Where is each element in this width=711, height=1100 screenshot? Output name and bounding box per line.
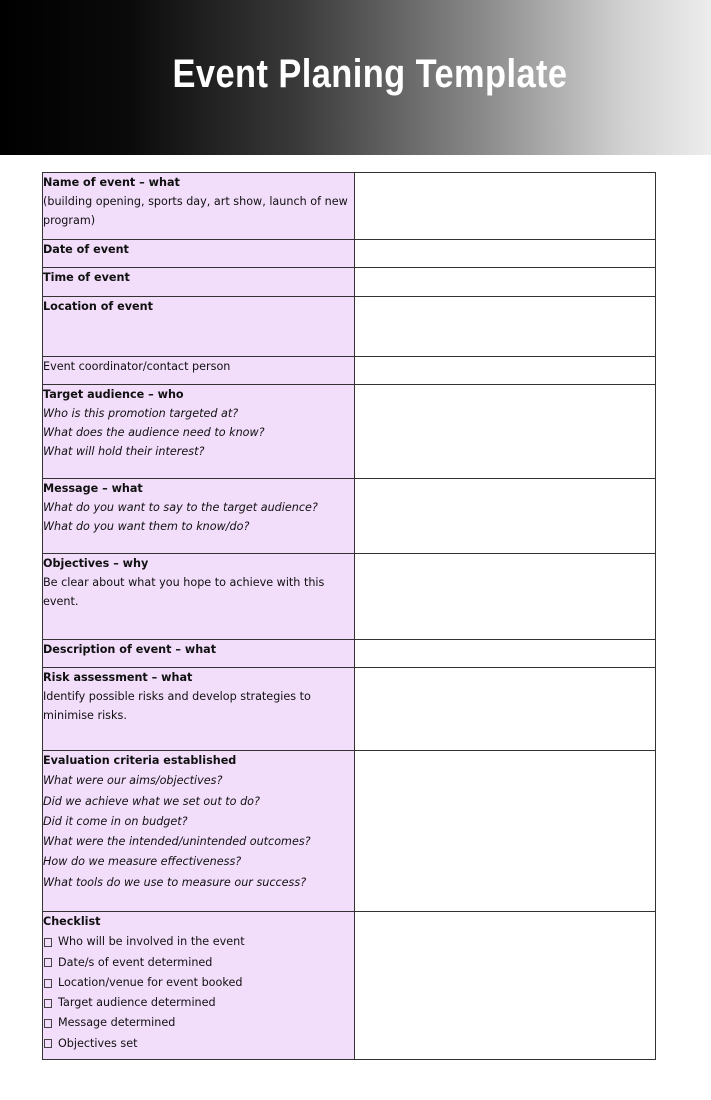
field-title: Checklist [43,915,101,928]
field-question: What do you want to say to the target audience? [43,501,318,514]
table-row [43,554,656,640]
field-title: Location of event [43,300,153,313]
field-title: Date of event [43,243,129,256]
checkbox-icon[interactable] [44,979,52,988]
field-title: Objectives – why [43,557,149,570]
field-description: (building opening, sports day, art show, launch of new program) [43,195,348,227]
table-row [43,640,656,668]
target-audience-field[interactable] [355,385,656,479]
field-label [43,668,355,751]
field-question: What do you want them to know/do? [43,520,250,533]
field-title: Target audience – who [43,388,184,401]
field-title: Description of event – what [43,643,217,656]
field-description: Identify possible risks and develop strategies to minimise risks. [43,690,311,722]
checklist-item [43,993,354,1013]
field-label [43,240,355,268]
field-label [43,554,355,640]
event-coordinator-field[interactable] [355,357,656,385]
header-banner [0,0,711,155]
checklist-item-label: Location/venue for event booked [58,975,243,989]
table-row [43,751,656,912]
table-row [43,385,656,479]
field-label [43,173,355,240]
field-title: Risk assessment – what [43,671,193,684]
checkbox-icon[interactable] [44,938,52,947]
field-title: Message – what [43,482,143,495]
checklist-item-label: Objectives set [58,1036,138,1050]
checklist-item [43,973,354,993]
field-description: Be clear about what you hope to achieve with this event. [43,576,325,608]
field-label [43,357,355,385]
checkbox-icon[interactable] [44,999,52,1008]
field-question: Did it come in on budget? [43,814,188,828]
field-title: Evaluation criteria established [43,754,237,767]
checklist-item [43,1034,354,1054]
risk-assessment-field[interactable] [355,668,656,751]
field-label [43,385,355,479]
table-row [43,479,656,554]
objectives-field[interactable] [355,554,656,640]
event-description-field[interactable] [355,640,656,668]
checkbox-icon[interactable] [44,1019,52,1028]
field-question: How do we measure effectiveness? [43,855,242,869]
field-title: Name of event – what [43,176,180,189]
checklist-item [43,932,354,952]
event-time-field[interactable] [355,268,656,297]
evaluation-criteria-field[interactable] [355,751,656,912]
field-title: Event coordinator/contact person [43,360,231,373]
field-label [43,751,355,912]
field-label [43,912,355,1060]
checklist-item-label: Who will be involved in the event [58,935,245,949]
table-row [43,240,656,268]
event-date-field[interactable] [355,240,656,268]
field-question: What will hold their interest? [43,445,205,458]
table-row [43,912,656,1060]
checkbox-icon[interactable] [44,1039,52,1048]
checklist-item-label: Date/s of event determined [58,955,213,969]
field-title: Time of event [43,271,130,284]
table-row [43,173,656,240]
field-label [43,268,355,297]
field-question: What does the audience need to know? [43,426,265,439]
field-question: What tools do we use to measure our success? [43,875,307,889]
event-location-field[interactable] [355,297,656,357]
table-row [43,297,656,357]
event-name-field[interactable] [355,173,656,240]
checklist-notes-field[interactable] [355,912,656,1060]
field-question: Did we achieve what we set out to do? [43,794,260,808]
event-planning-table [42,172,656,1060]
table-row [43,268,656,297]
checklist-item [43,1013,354,1033]
field-question: What were our aims/objectives? [43,774,223,788]
field-question: Who is this promotion targeted at? [43,407,239,420]
checklist-item [43,953,354,973]
field-label [43,640,355,668]
field-label [43,479,355,554]
table-row [43,357,656,385]
checklist-item-label: Target audience determined [58,996,216,1010]
table-row [43,668,656,751]
field-label [43,297,355,357]
checklist-item-label: Message determined [58,1016,176,1030]
field-question: What were the intended/unintended outcomes? [43,835,311,849]
page-title: Event Planing Template [172,52,568,96]
checkbox-icon[interactable] [44,958,52,967]
message-field[interactable] [355,479,656,554]
